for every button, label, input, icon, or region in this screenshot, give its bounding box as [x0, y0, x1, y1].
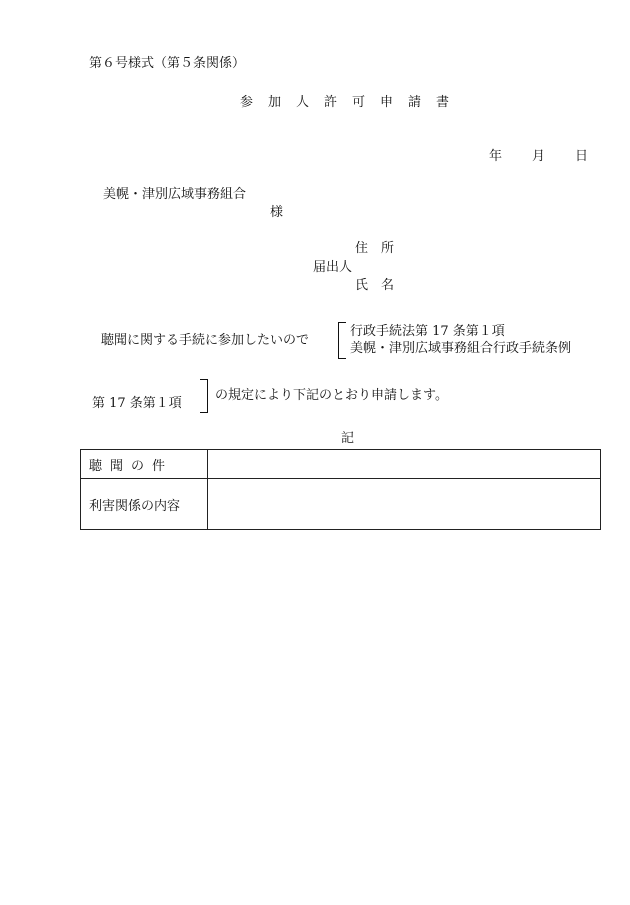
table-row: [81, 479, 601, 530]
addressee-honorific: 様: [270, 205, 284, 220]
right-bracket: [200, 379, 208, 413]
body-line1-prefix: 聴聞に関する手続に参加したいので: [101, 333, 310, 348]
ki-heading: 記: [341, 431, 355, 446]
date-month: 月: [532, 149, 546, 164]
law-option-2: 美幌・津別広域事務組合行政手続条例: [350, 341, 572, 356]
applicant-role-label: 届出人: [313, 260, 353, 275]
table-row: [81, 450, 601, 479]
date-year: 年: [489, 149, 503, 164]
address-label: 住 所: [355, 241, 395, 256]
date-day: 日: [575, 149, 589, 164]
application-table: [80, 449, 601, 530]
left-bracket: [338, 322, 346, 359]
interest-content-field[interactable]: [208, 479, 601, 530]
document-title: 参加人許可申請書: [240, 95, 465, 110]
interest-content-label: 利害関係の内容: [81, 479, 208, 530]
body-line2-prefix: 第 17 条第１項: [92, 396, 182, 411]
form-number: 第６号様式（第５条関係）: [89, 56, 246, 71]
law-option-1: 行政手続法第 17 条第１項: [350, 324, 505, 339]
hearing-matter-field[interactable]: [208, 450, 601, 479]
hearing-matter-label: 聴聞の件: [81, 450, 208, 479]
addressee-org: 美幌・津別広域事務組合: [103, 187, 247, 202]
name-label: 氏 名: [355, 278, 395, 293]
body-line2-suffix: の規定により下記のとおり申請します。: [215, 388, 448, 403]
